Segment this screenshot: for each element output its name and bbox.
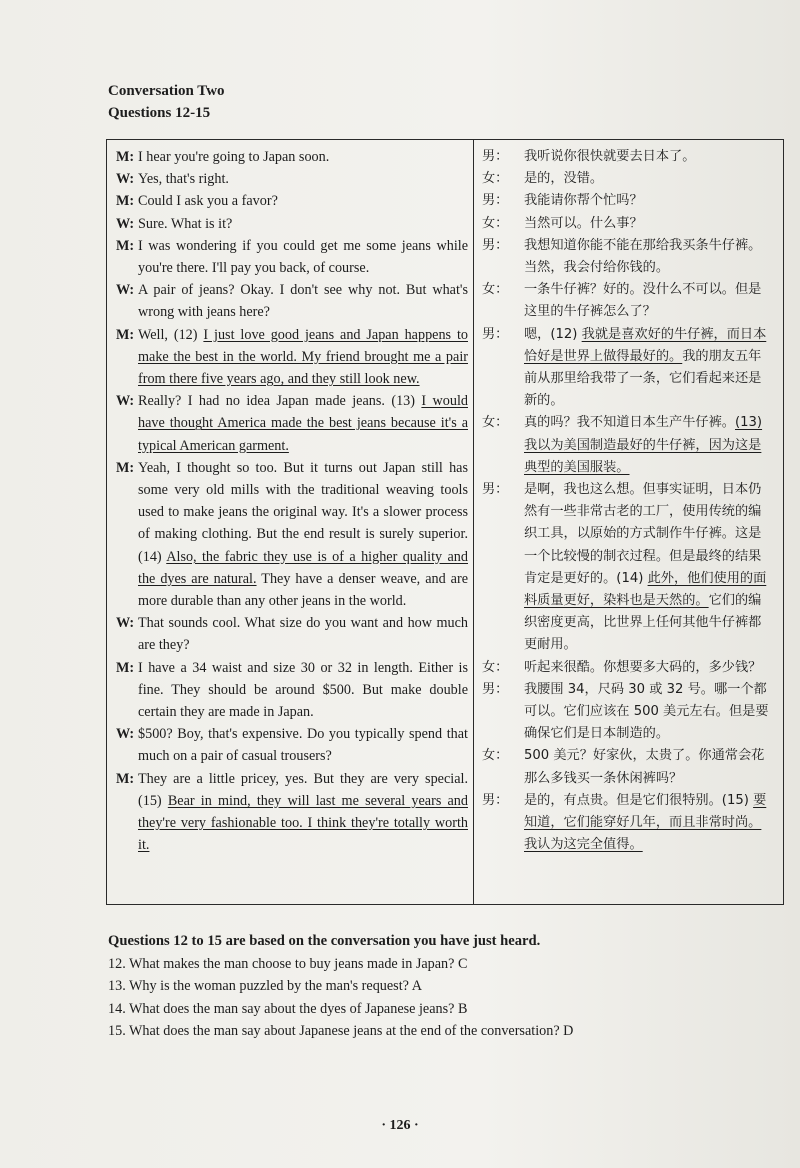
- speaker-label: W:: [116, 726, 135, 743]
- utterance-text: [138, 279, 468, 323]
- chinese-dialog-turn: [482, 479, 774, 657]
- utterance-text: [138, 146, 468, 168]
- english-transcript-column: [116, 146, 468, 857]
- utterance-segment: 当然可以。什么事？: [524, 215, 643, 231]
- utterance-segment: They have a denser weave, and are more durable than any other jeans in the world.: [138, 570, 468, 610]
- section-heading: [108, 80, 225, 124]
- utterance-segment: I have a 34 waist and size 30 or 32 in length. Either is fine. They should be around $500. But make double certain they are made in Japan.: [138, 659, 468, 721]
- speaker-label: 女：: [482, 215, 509, 231]
- speaker-label: 女：: [482, 659, 509, 675]
- utterance-segment: A pair of jeans? Okay. I don't see why not. But what's wrong with jeans here?: [138, 282, 468, 321]
- utterance-segment: 是的，没错。: [524, 171, 604, 187]
- utterance-segment: 真的吗？我不知道日本生产牛仔裤。: [524, 415, 735, 431]
- utterance-segment: 是啊，我也这么想。但事实证明，日本仍然有一些非常古老的工厂，使用传统的编织工具，以原始的方式制作牛仔裤。这是一个比较慢的制衣过程。但是最终的结果肯定是更好的。(14): [524, 482, 762, 586]
- chinese-dialog-turn: [482, 324, 774, 413]
- utterance-text: [524, 190, 774, 212]
- english-dialog-turn: [116, 612, 468, 656]
- utterance-text: [138, 235, 468, 279]
- speaker-label: 女：: [482, 171, 509, 187]
- question-item: 14. What does the man say about the dyes of Japanese jeans? B: [108, 1000, 468, 1017]
- question-item: 13. Why is the woman puzzled by the man's request? A: [108, 978, 422, 995]
- utterance-segment: $500? Boy, that's expensive. Do you typically spend that much on a pair of casual trousers?: [138, 726, 468, 765]
- chinese-dialog-turn: [482, 412, 774, 479]
- utterance-text: [138, 168, 468, 190]
- questions-range-label: Questions 12-15: [108, 105, 211, 121]
- chinese-dialog-turn: [482, 190, 774, 212]
- utterance-segment: 我听说你很快就要去日本了。: [524, 149, 696, 164]
- answer-highlight: Bear in mind, they will last me several years and they're very fashionable too. I think they're totally worth it.: [138, 792, 468, 854]
- chinese-dialog-turn: [482, 279, 774, 323]
- chinese-dialog-turn: [482, 745, 774, 789]
- speaker-label: W:: [116, 615, 135, 632]
- utterance-segment: 我的朋友五年前从那里给我带了一条，它们看起来还是新的。: [524, 348, 762, 409]
- english-dialog-turn: [116, 768, 468, 857]
- chinese-dialog-turn: [482, 790, 774, 857]
- utterance-segment: Could I ask you a favor?: [138, 193, 278, 210]
- english-dialog-turn: [116, 146, 468, 168]
- answer-highlight: (13) 我以为美国制造最好的牛仔裤，因为这是典型的美国服装。: [524, 415, 763, 475]
- english-dialog-turn: [116, 168, 468, 190]
- utterance-segment: 嗯，(12): [524, 326, 582, 342]
- utterance-segment: Yeah, I thought so too. But it turns out Japan still has some very old mills with the traditional weaving tools used to make jeans the original way. It's a slower process of making clothing. But the end result is surely superior. (14): [138, 459, 468, 565]
- speaker-label: M:: [116, 459, 135, 476]
- utterance-text: [524, 324, 774, 413]
- english-dialog-turn: [116, 324, 468, 391]
- conversation-title: Conversation Two: [108, 83, 225, 99]
- speaker-label: 男：: [482, 792, 509, 808]
- questions-heading: Questions 12 to 15 are based on the conversation you have just heard.: [108, 933, 541, 949]
- chinese-dialog-turn: [482, 657, 774, 679]
- utterance-segment: 500 美元？好家伙，太贵了。你通常会花那么多钱买一条休闲裤吗？: [524, 748, 765, 786]
- english-dialog-turn: [116, 657, 468, 724]
- answer-highlight: Also, the fabric they use is of a higher quality and the dyes are natural.: [138, 548, 468, 587]
- english-dialog-turn: [116, 190, 468, 212]
- utterance-text: [524, 279, 774, 323]
- speaker-label: W:: [116, 215, 135, 232]
- english-dialog-turn: [116, 235, 468, 279]
- utterance-segment: 我腰围 34，尺码 30 或 32 号。哪一个都可以。它们应该在 500 美元左右。但是要确保它们是日本制造的。: [524, 681, 769, 742]
- speaker-label: M:: [116, 326, 135, 343]
- speaker-label: 男：: [482, 149, 509, 164]
- chinese-dialog-turn: [482, 146, 774, 168]
- utterance-text: [524, 412, 774, 479]
- utterance-segment: 是的，有点贵。但是它们很特别。(15): [524, 792, 754, 808]
- answer-highlight: I just love good jeans and Japan happens to make the best in the world. My friend brought me a pair from there five years ago, and they still look new.: [138, 326, 468, 388]
- speaker-label: 男：: [482, 681, 509, 697]
- speaker-label: M:: [116, 193, 135, 210]
- utterance-text: [524, 168, 774, 190]
- chinese-dialog-turn: [482, 679, 774, 746]
- utterance-segment: Really? I had no idea Japan made jeans. (13): [138, 393, 422, 410]
- english-dialog-turn: [116, 723, 468, 767]
- speaker-label: 男：: [482, 237, 509, 253]
- utterance-segment: They are a little pricey, yes. But they are very special. (15): [138, 770, 468, 809]
- chinese-dialog-turn: [482, 168, 774, 190]
- utterance-text: [138, 213, 468, 235]
- column-divider: [473, 140, 474, 904]
- answer-highlight: 我就是喜欢好的牛仔裤，而日本恰好是世界上做得最好的。: [524, 326, 767, 364]
- chinese-translation-column: [482, 146, 774, 857]
- speaker-label: M:: [116, 237, 135, 254]
- speaker-label: 女：: [482, 282, 509, 298]
- speaker-label: M:: [116, 770, 135, 787]
- speaker-label: W:: [116, 393, 135, 410]
- utterance-segment: Yes, that's right.: [138, 171, 229, 188]
- speaker-label: 男：: [482, 193, 509, 209]
- answer-highlight: I would have thought America made the best jeans because it's a typical American garment.: [138, 393, 468, 454]
- utterance-text: [138, 190, 468, 212]
- speaker-label: 女：: [482, 415, 509, 431]
- speaker-label: W:: [116, 171, 135, 188]
- utterance-text: [524, 657, 774, 679]
- utterance-text: [138, 657, 468, 724]
- english-dialog-turn: [116, 279, 468, 323]
- speaker-label: 女：: [482, 748, 509, 764]
- question-item: 12. What makes the man choose to buy jeans made in Japan? C: [108, 955, 468, 972]
- utterance-text: [524, 745, 774, 789]
- utterance-segment: I was wondering if you could get me some jeans while you're there. I'll pay you back, of course.: [138, 237, 468, 277]
- utterance-text: [138, 457, 468, 612]
- utterance-segment: 它们的编织密度更高，比世界上任何其他牛仔裤都更耐用。: [524, 593, 762, 653]
- utterance-segment: Well, (12): [138, 326, 204, 343]
- utterance-segment: 一条牛仔裤？好的。没什么不可以。但是这里的牛仔裤怎么了？: [524, 282, 762, 320]
- chinese-dialog-turn: [482, 213, 774, 235]
- page-number: · 126 ·: [381, 1118, 419, 1133]
- utterance-text: [138, 324, 468, 391]
- utterance-text: [524, 790, 774, 857]
- utterance-text: [138, 390, 468, 457]
- utterance-text: [138, 723, 468, 767]
- utterance-text: [524, 235, 774, 279]
- english-dialog-turn: [116, 390, 468, 457]
- utterance-segment: Sure. What is it?: [138, 215, 233, 232]
- utterance-segment: 我想知道你能不能在那给我买条牛仔裤。当然，我会付给你钱的。: [524, 237, 762, 276]
- speaker-label: 男：: [482, 326, 509, 342]
- question-item: 15. What does the man say about Japanese jeans at the end of the conversation? D: [108, 1023, 574, 1040]
- english-dialog-turn: [116, 457, 468, 612]
- answer-highlight: 要知道，它们能穿好几年，而且非常时尚。我认为这完全值得。: [524, 792, 767, 853]
- english-dialog-turn: [116, 213, 468, 235]
- utterance-text: [524, 479, 774, 657]
- speaker-label: W:: [116, 282, 135, 299]
- utterance-segment: I hear you're going to Japan soon.: [138, 149, 330, 165]
- utterance-text: [138, 768, 468, 857]
- utterance-text: [524, 146, 774, 168]
- utterance-text: [524, 213, 774, 235]
- utterance-segment: That sounds cool. What size do you want and how much are they?: [138, 615, 468, 654]
- answer-highlight: 此外，他们使用的面料质量更好，染料也是天然的。: [524, 570, 767, 609]
- utterance-text: [524, 679, 774, 746]
- questions-section: [108, 930, 788, 1043]
- utterance-text: [138, 612, 468, 656]
- speaker-label: M:: [116, 659, 135, 676]
- utterance-segment: 听起来很酷。你想要多大码的，多少钱？: [524, 659, 762, 675]
- bilingual-dialog-table: [106, 139, 784, 905]
- speaker-label: M:: [116, 149, 135, 165]
- utterance-segment: 我能请你帮个忙吗？: [524, 193, 643, 209]
- speaker-label: 男：: [482, 482, 509, 498]
- chinese-dialog-turn: [482, 235, 774, 279]
